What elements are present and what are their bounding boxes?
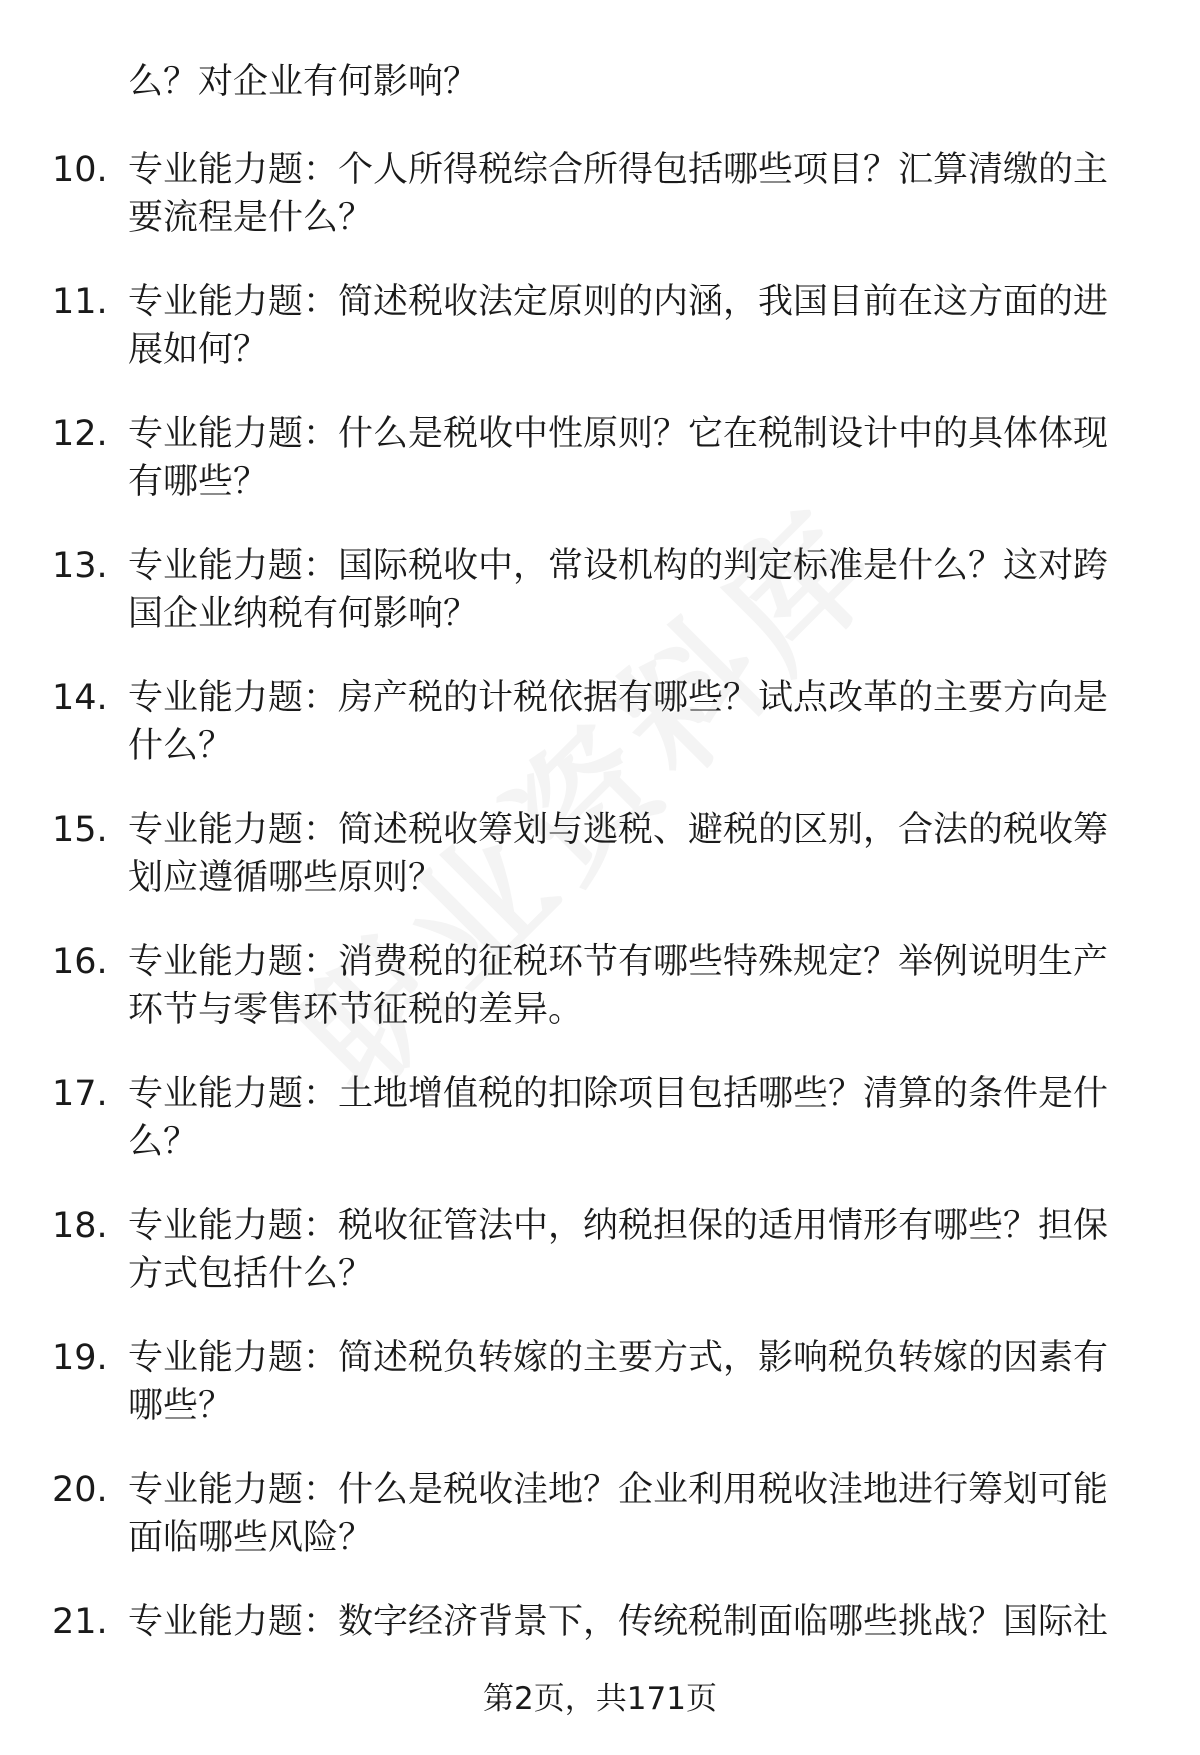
question-text: 专业能力题：数字经济背景下，传统税制面临哪些挑战？国际社	[128, 1602, 1109, 1642]
question-number: 19.	[52, 1338, 108, 1378]
question-item-11	[0, 278, 1200, 410]
question-text: 专业能力题：个人所得税综合所得包括哪些项目？汇算清缴的主要流程是什么？	[128, 150, 1109, 238]
continued-question-text: 么？对企业有何影响？	[128, 62, 479, 102]
question-number: 20.	[52, 1470, 108, 1510]
question-number: 10.	[52, 150, 108, 190]
question-item-17	[0, 1070, 1200, 1202]
question-number: 14.	[52, 678, 108, 718]
question-item-10	[0, 146, 1200, 278]
question-text: 专业能力题：简述税负转嫁的主要方式，影响税负转嫁的因素有哪些？	[128, 1338, 1109, 1426]
question-item-15	[0, 806, 1200, 938]
question-item-20	[0, 1466, 1200, 1598]
question-number: 12.	[52, 414, 108, 454]
question-list	[0, 146, 1200, 1730]
page-number-footer: 第2页，共171页	[483, 1681, 717, 1717]
question-item-16	[0, 938, 1200, 1070]
question-text: 专业能力题：房产税的计税依据有哪些？试点改革的主要方向是什么？	[128, 678, 1109, 766]
question-number: 11.	[52, 282, 108, 322]
question-text: 专业能力题：税收征管法中，纳税担保的适用情形有哪些？担保方式包括什么？	[128, 1206, 1109, 1294]
question-text: 专业能力题：国际税收中，常设机构的判定标准是什么？这对跨国企业纳税有何影响？	[128, 546, 1109, 634]
question-item-18	[0, 1202, 1200, 1334]
question-item-19	[0, 1334, 1200, 1466]
question-number: 16.	[52, 942, 108, 982]
question-text: 专业能力题：土地增值税的扣除项目包括哪些？清算的条件是什么？	[128, 1074, 1109, 1162]
question-text: 专业能力题：简述税收筹划与逃税、避税的区别，合法的税收筹划应遵循哪些原则？	[128, 810, 1109, 898]
question-number: 21.	[52, 1602, 108, 1642]
question-number: 18.	[52, 1206, 108, 1246]
question-text: 专业能力题：简述税收法定原则的内涵，我国目前在这方面的进展如何？	[128, 282, 1109, 370]
question-text: 专业能力题：什么是税收洼地？企业利用税收洼地进行筹划可能面临哪些风险？	[128, 1470, 1109, 1558]
question-item-14	[0, 674, 1200, 806]
question-number: 13.	[52, 546, 108, 586]
question-text: 专业能力题：消费税的征税环节有哪些特殊规定？举例说明生产环节与零售环节征税的差异。	[128, 942, 1109, 1030]
question-number: 15.	[52, 810, 108, 850]
question-item-13	[0, 542, 1200, 674]
question-number: 17.	[52, 1074, 108, 1114]
question-item-12	[0, 410, 1200, 542]
question-text: 专业能力题：什么是税收中性原则？它在税制设计中的具体体现有哪些？	[128, 414, 1109, 502]
